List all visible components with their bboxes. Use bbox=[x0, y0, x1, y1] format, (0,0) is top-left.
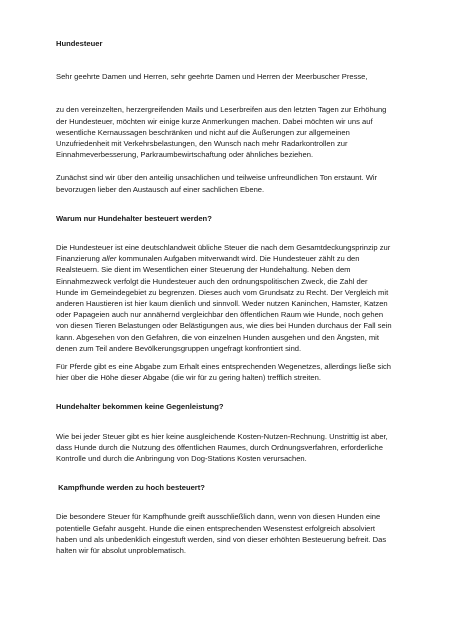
text-line: Kontrolle und durch die Anbringung von Dog-Stations Kosten verursachen. bbox=[56, 454, 307, 464]
text-line: oder Papageien auch nur annähernd vergleichbar den öffentlichen Raum wie Hunde, noch gehen bbox=[56, 310, 384, 320]
intro-paragraph bbox=[56, 104, 402, 160]
text-line: Einnahmeverbesserung, Parkraumbewirtschaftung oder ähnliches beziehen. bbox=[56, 150, 314, 160]
section-paragraph bbox=[56, 361, 402, 383]
text-line: Die besondere Steuer für Kampfhunde greift ausschließlich dann, wenn von diesen Hunden eine bbox=[56, 512, 381, 522]
text-line: kann. Abgesehen von den Gefahren, die von einzelnen Hunden ausgehen und den Ängsten, mit bbox=[56, 332, 379, 342]
text-line: denen zum Teil andere Bevölkerungsgruppen ungefragt konfrontiert sind. bbox=[56, 343, 302, 353]
text-fragment: Finanzierung bbox=[56, 254, 103, 264]
text-line: der Hundesteuer, möchten wir einige kurze Anmerkungen machen. Dabei möchten wir uns auf bbox=[56, 116, 373, 126]
text-line: halten wir für absolut unproblematisch. bbox=[56, 546, 187, 556]
text-line: Für Pferde gibt es eine Abgabe zum Erhalt eines entsprechenden Wegenetzes, allerdings ließe sich bbox=[56, 362, 392, 372]
text-line: hier über die Höhe dieser Abgabe (die wir für zu gering halten) trefflich streiten. bbox=[56, 373, 321, 383]
text-line: wesentliche Kernaussagen beschränken und nicht auf die Äußerungen zur allgemeinen bbox=[56, 127, 350, 137]
text-line: Wie bei jeder Steuer gibt es hier keine ausgleichende Kosten-Nutzen-Rechnung. Unstrittig ist aber, bbox=[56, 431, 388, 441]
text-line: Realsteuern. Sie dient im Wesentlichen einer Steuerung der Hundehaltung. Neben dem bbox=[56, 265, 351, 275]
text-line: dass Hunde durch die Nutzung des öffentlichen Raumes, durch Ordnungsverfahren, erforderliche bbox=[56, 442, 384, 452]
text-line: haben und als unbedenklich eingestuft werden, sind von dieser erhöhten Besteuerung befreit. Das bbox=[56, 534, 387, 544]
section-paragraph bbox=[56, 431, 402, 465]
text-fragment: kommunalen Aufgaben mitverwandt wird. Die Hundesteuer zählt zu den bbox=[116, 254, 360, 264]
section-heading: Hundehalter bekommen keine Gegenleistung? bbox=[56, 402, 224, 412]
text-line: Hunde im Gemeindegebiet zu begrenzen. Dieses auch vom Grundsatz zu Recht. Der Vergleich mit bbox=[56, 287, 389, 297]
text-line: Einnahmezweck verfolgt die Hundesteuer auch den ordnungspolitischen Zweck, die Zahl der bbox=[56, 276, 368, 286]
text-line: Unzufriedenheit mit Verkehrsbelastungen, den Wunsch nach mehr Radarkontrollen zur bbox=[56, 139, 348, 149]
text-line: anderen Haustieren ist hier kaum dienlich und sinnvoll. Weder nutzen Kaninchen, Hamster, Katzen bbox=[56, 299, 388, 309]
text-line: zu den vereinzelten, herzergreifenden Mails und Leserbreifen aus den letzten Tagen zur Erhöhung bbox=[56, 105, 387, 115]
section-heading: Warum nur Hundehalter besteuert werden? bbox=[56, 213, 212, 223]
text-line bbox=[56, 253, 402, 264]
section-heading: Kampfhunde werden zu hoch besteuert? bbox=[56, 483, 205, 493]
text-line: potentielle Gefahr ausgeht. Hunde die einen entsprechenden Wesenstest erfolgreich absolviert bbox=[56, 523, 376, 533]
section-paragraph bbox=[56, 511, 402, 556]
text-line: Die Hundesteuer ist eine deutschlandweit übliche Steuer die nach dem Gesamtdeckungsprinzip zur bbox=[56, 243, 391, 253]
text-line: Zunächst sind wir über den anteilig unsachlichen und teilweise unfreundlichen Ton erstaunt. Wir bbox=[56, 173, 378, 183]
tone-paragraph bbox=[56, 172, 402, 194]
emphasis-text: aller bbox=[102, 254, 117, 264]
section-paragraph bbox=[56, 242, 402, 354]
document-title: Hundesteuer bbox=[56, 39, 103, 48]
salutation: Sehr geehrte Damen und Herren, sehr geehrte Damen und Herren der Meerbuscher Presse, bbox=[56, 72, 368, 82]
text-line: bevorzugen lieber den Austausch auf einer sachlichen Ebene. bbox=[56, 184, 265, 194]
text-line: von diesen Tieren Belastungen oder Belästigungen aus, wie dies bei Hunden durchaus der Fall sein bbox=[56, 321, 392, 331]
